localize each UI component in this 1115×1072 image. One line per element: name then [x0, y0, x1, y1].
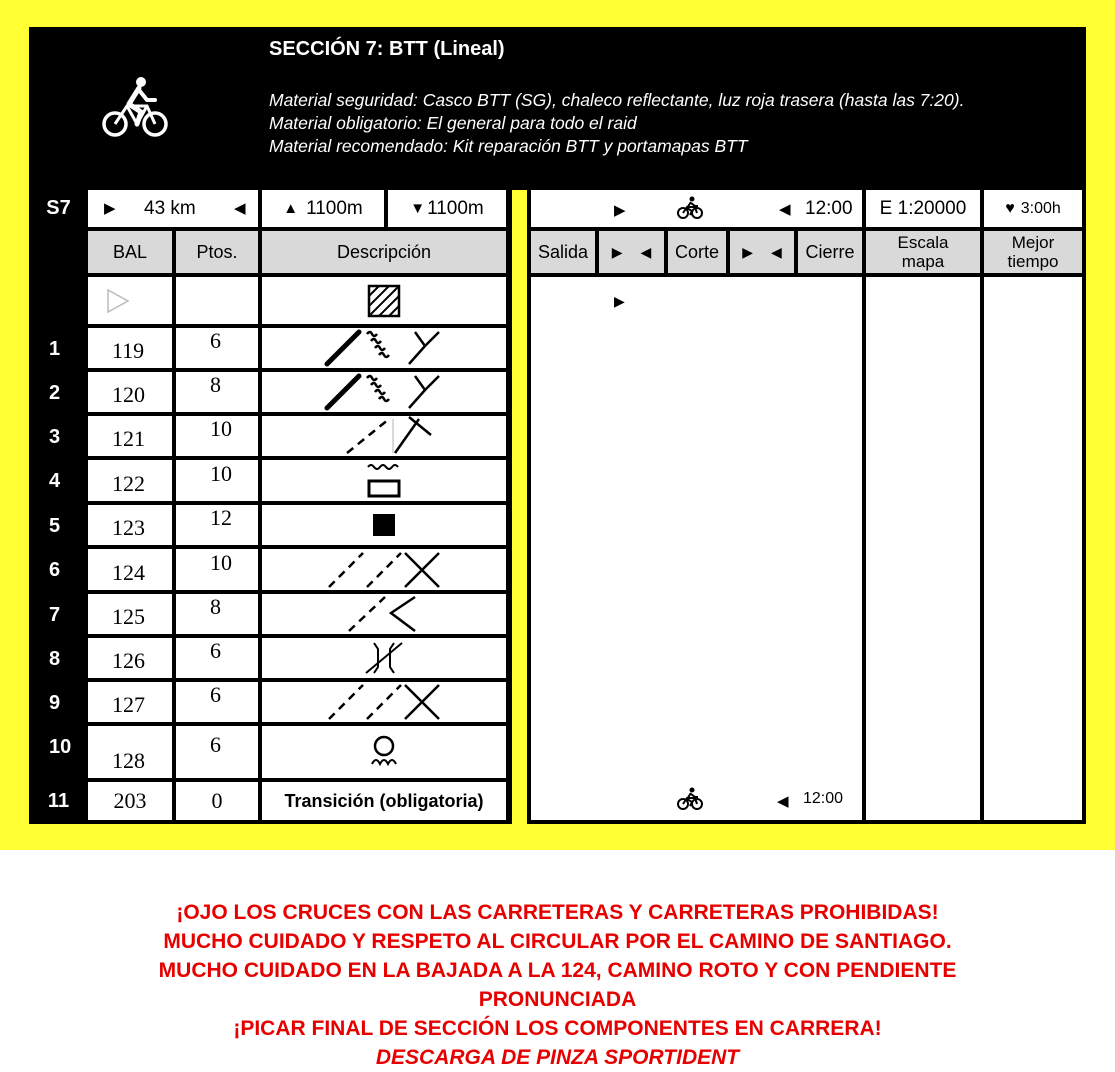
header-desc: Descripción [262, 231, 506, 273]
start-arrow-icon: ▶ [614, 293, 625, 309]
bal-code: 119 [88, 328, 172, 368]
row-number: 9 [33, 682, 84, 722]
points: 6 [176, 638, 258, 678]
bridge-icon [354, 637, 414, 679]
warnings-block [0, 898, 1115, 1072]
warning-line: PRONUNCIADA [478, 988, 637, 1011]
best-time: 3:00h [1020, 199, 1061, 217]
descent-cell: ▼ 1100m [388, 190, 506, 227]
points: 6 [176, 726, 258, 778]
points: 6 [176, 328, 258, 368]
description-cell [262, 416, 506, 456]
transition-label: Transición (obligatoria) [262, 782, 506, 820]
start-triangle-icon [104, 287, 132, 315]
header-escala-line1: Escala [897, 233, 949, 252]
header-mejor-line1: Mejor [1011, 233, 1055, 252]
description-cell [262, 682, 506, 722]
description-cell [262, 505, 506, 545]
bal-code: 126 [88, 638, 172, 678]
bal-code: 124 [88, 549, 172, 590]
descent-value: 1100m [427, 197, 484, 219]
tracks-crossing-icon [319, 681, 449, 723]
bal-code: 123 [88, 505, 172, 545]
warning-line: MUCHO CUIDADO EN LA BAJADA A LA 124, CAMINO ROTO Y CON PENDIENTE [158, 959, 957, 982]
best-time-cell [984, 190, 1082, 227]
cut-time: 12:00 [805, 198, 853, 219]
heart-icon: ♥ [1005, 199, 1015, 217]
points: 0 [176, 782, 258, 820]
building-icon [369, 510, 399, 540]
points: 10 [176, 549, 258, 590]
bal-code: 125 [88, 594, 172, 634]
scale-column [866, 277, 980, 820]
points: 10 [176, 416, 258, 456]
ascent-cell: ▲ 1100m [262, 190, 384, 227]
distinctive-tree-icon [364, 732, 404, 772]
description-cell [262, 372, 506, 412]
bike-icon [677, 196, 703, 220]
distance-cell: ▶ 43 km ◀ [88, 190, 258, 227]
row-number: 3 [33, 416, 84, 456]
transition-time: 12:00 [803, 790, 844, 807]
warning-line: ¡OJO LOS CRUCES CON LAS CARRETERAS Y CARRETERAS PROHIBIDAS! [176, 901, 939, 924]
hatched-area-icon [367, 284, 401, 318]
row-number: 6 [33, 549, 84, 590]
warning-line: MUCHO CUIDADO Y RESPETO AL CIRCULAR POR EL CAMINO DE SANTIAGO. [163, 930, 952, 953]
header-ptos: Ptos. [176, 231, 258, 273]
row-number: 1 [33, 328, 84, 368]
info-line-recommended: Material recomendado: Kit reparación BTT y portamapas BTT [269, 136, 748, 156]
bal-code: 127 [88, 682, 172, 722]
section-info [269, 89, 1069, 158]
section-title: SECCIÓN 7: BTT (Lineal) [269, 38, 505, 60]
header-salida: Salida [531, 231, 595, 273]
description-cell [262, 594, 506, 634]
row-number: 7 [33, 594, 84, 634]
warning-line: ¡PICAR FINAL DE SECCIÓN LOS COMPONENTES EN CARRERA! [233, 1017, 882, 1040]
points: 8 [176, 594, 258, 634]
times-column [531, 277, 862, 820]
header-arrows-2: ▶ ◀ [730, 231, 794, 273]
transition-time-cell: ◀ 12:00 [531, 782, 862, 820]
header-arrows-1: ▶ ◀ [599, 231, 664, 273]
track-junction-icon [319, 415, 449, 457]
header-mejor [984, 231, 1082, 273]
description-cell [262, 638, 506, 678]
map-scale: E 1:20000 [866, 190, 980, 227]
path-vegetation-fork-icon [319, 372, 449, 412]
cyclist-icon [100, 75, 172, 143]
points: 12 [176, 505, 258, 545]
distance-value: 43 km [144, 198, 196, 219]
row-number: 8 [33, 638, 84, 678]
header-mejor-line2: tiempo [1007, 252, 1059, 271]
description-cell [262, 549, 506, 590]
points: 6 [176, 682, 258, 722]
description-cell [262, 726, 506, 778]
points: 8 [176, 372, 258, 412]
header-escala [866, 231, 980, 273]
header-corte: Corte [668, 231, 726, 273]
ascent-value: 1100m [306, 197, 363, 219]
header-escala-line2: mapa [901, 252, 945, 271]
row-number: 11 [33, 782, 84, 820]
cut-cell: ▶ ◀ 12:00 [531, 190, 862, 227]
header-bal: BAL [88, 231, 172, 273]
bal-code: 120 [88, 372, 172, 412]
start-desc-cell [262, 277, 506, 324]
bal-code: 128 [88, 726, 172, 778]
row-number: 5 [33, 505, 84, 545]
path-vegetation-fork-icon [319, 328, 449, 368]
description-cell [262, 460, 506, 501]
tracks-crossing-icon [319, 549, 449, 591]
best-time-column [984, 277, 1082, 820]
bal-code: 122 [88, 460, 172, 501]
info-line-mandatory: Material obligatorio: El general para todo el raid [269, 113, 637, 133]
row-number: 10 [33, 726, 84, 778]
row-number: 4 [33, 460, 84, 501]
points: 10 [176, 460, 258, 501]
bal-code: 203 [88, 782, 172, 820]
water-tank-icon [362, 461, 406, 501]
info-line-safety: Material seguridad: Casco BTT (SG), chaleco reflectante, luz roja trasera (hasta las 7:20). [269, 90, 965, 110]
start-triangle-cell [88, 277, 172, 324]
warning-line-italic: DESCARGA DE PINZA SPORTIDENT [375, 1046, 740, 1069]
description-cell [262, 328, 506, 368]
header-cierre: Cierre [798, 231, 862, 273]
row-number: 2 [33, 372, 84, 412]
bike-icon [677, 787, 703, 811]
start-pts-cell [176, 277, 258, 324]
bal-code: 121 [88, 416, 172, 456]
track-bend-icon [329, 593, 439, 635]
section-code: S7 [33, 190, 84, 227]
